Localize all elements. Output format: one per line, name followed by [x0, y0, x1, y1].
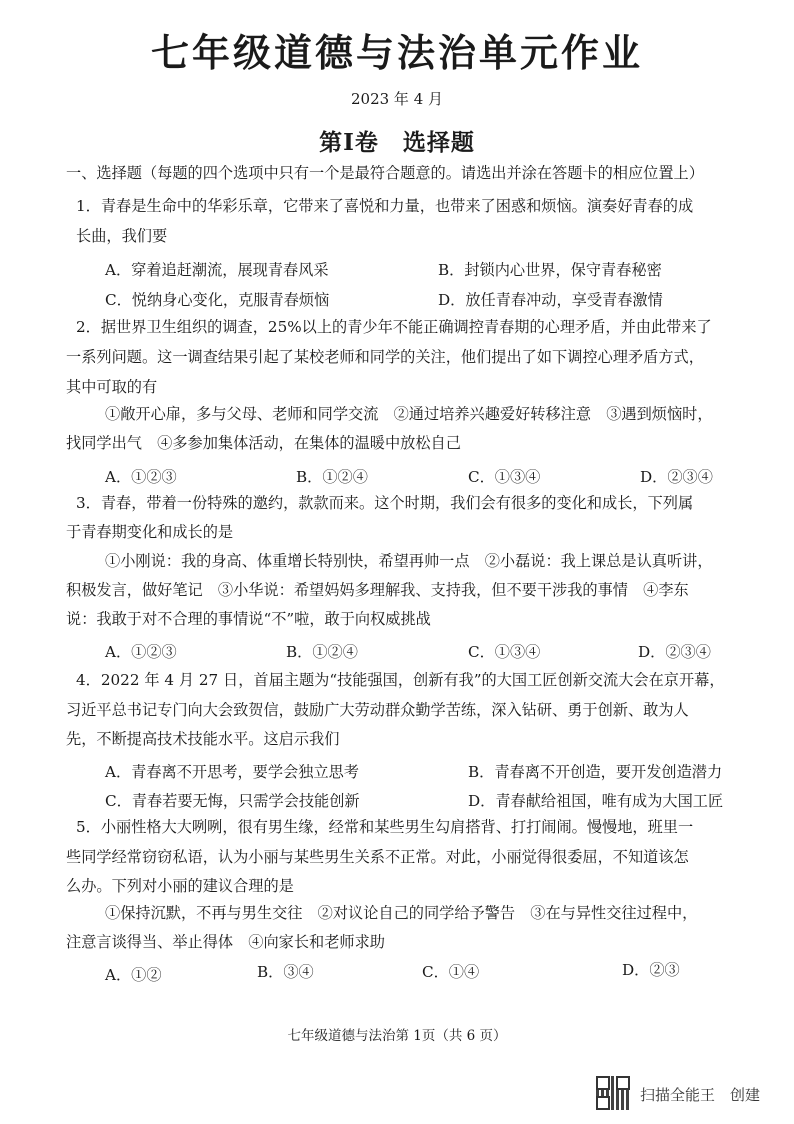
q4-stem-line-2: 习近平总书记专门向大会致贺信，鼓励广大劳动群众勤学苦练，深入钻研、勇于创新、敢为人 — [66, 701, 689, 719]
q3-stem-line-2: 于青春期变化和成长的是 — [66, 523, 234, 541]
q5-stem-line-3: 么办。下列对小丽的建议合理的是 — [66, 877, 294, 895]
q5-option-a: A．①② — [105, 966, 162, 984]
q3-items-line-1: ①小刚说：我的身高、体重增长特别快，希望再帅一点 ②小磊说：我上课总是认真听讲， — [105, 552, 713, 570]
q2-items-line-2: 找同学出气 ④多参加集体活动，在集体的温暖中放松自己 — [66, 434, 461, 452]
q3-option-b: B．①②④ — [286, 643, 358, 661]
q1-option-d: D．放任青春冲动，享受青春激情 — [438, 291, 663, 309]
q3-items-line-3: 说：我敢于对不合理的事情说“不”啦，敢于向权威挑战 — [66, 610, 431, 628]
q4-option-a: A．青春离不开思考，要学会独立思考 — [105, 763, 359, 781]
q3-option-d: D．②③④ — [638, 643, 711, 661]
q2-items-line-1: ①敞开心扉，多与父母、老师和同学交流 ②通过培养兴趣爱好转移注意 ③遇到烦恼时， — [105, 405, 713, 423]
q2-stem-line-1: 2．据世界卫生组织的调查，25%以上的青少年不能正确调控青春期的心理矛盾，并由此带来了 — [76, 318, 712, 336]
q5-option-d: D．②③ — [622, 961, 680, 979]
q1-option-b: B．封锁内心世界，保守青春秘密 — [438, 261, 662, 279]
q4-option-d: D．青春献给祖国，唯有成为大国工匠 — [468, 792, 724, 810]
q5-items-line-2: 注意言谈得当、举止得体 ④向家长和老师求助 — [66, 933, 385, 951]
q2-stem-line-3: 其中可取的有 — [66, 378, 158, 396]
q5-option-b: B．③④ — [257, 963, 314, 981]
q2-option-b: B．①②④ — [296, 468, 368, 486]
q4-stem-line-1: 4．2022 年 4 月 27 日，首届主题为“技能强国，创新有我”的大国工匠创新交流大会在京开幕， — [76, 671, 725, 689]
q4-option-b: B．青春离不开创造，要开发创造潜力 — [468, 763, 723, 781]
q4-option-c: C．青春若要无悔，只需学会技能创新 — [105, 792, 360, 810]
q5-stem-line-1: 5．小丽性格大大咧咧，很有男生缘，经常和某些男生勾肩搭背、打打闹闹。慢慢地，班里一 — [76, 818, 694, 836]
exam-date: 2023 年 4 月 — [350, 90, 444, 108]
q1-option-a: A．穿着追赶潮流，展现青春风采 — [105, 261, 329, 279]
instructions: 一、选择题（每题的四个选项中只有一个是最符合题意的。请选出并涂在答题卡的相应位置上） — [66, 164, 704, 182]
q5-option-c: C．①④ — [422, 963, 480, 981]
page-title: 七年级道德与法治单元作业 — [150, 30, 643, 75]
q2-option-c: C．①③④ — [468, 468, 541, 486]
q3-stem-line-1: 3．青春，带着一份特殊的邀约，款款而来。这个时期，我们会有很多的变化和成长，下列属 — [76, 494, 694, 512]
q4-stem-line-3: 先，不断提高技术技能水平。这启示我们 — [66, 730, 340, 748]
q3-items-line-2: 积极发言，做好笔记 ③小华说：希望妈妈多理解我、支持我，但不要干涉我的事情 ④李东 — [66, 581, 689, 599]
scanner-watermark: 扫描全能王 创建 — [640, 1086, 761, 1104]
q1-option-c: C．悦纳身心变化，克服青春烦恼 — [105, 291, 330, 309]
q2-stem-line-2: 一系列问题。这一调查结果引起了某校老师和同学的关注，他们提出了如下调控心理矛盾方式， — [66, 348, 704, 366]
section-heading: 第Ⅰ卷 选择题 — [319, 129, 475, 156]
q1-stem-line-2: 长曲，我们要 — [76, 227, 168, 245]
q5-items-line-1: ①保持沉默，不再与男生交往 ②对议论自己的同学给予警告 ③在与异性交往过程中， — [105, 904, 698, 922]
q5-stem-line-2: 些同学经常窃窃私语，认为小丽与某些男生关系不正常。对此，小丽觉得很委屈，不知道该怎 — [66, 848, 689, 866]
q1-stem-line-1: 1．青春是生命中的华彩乐章，它带来了喜悦和力量，也带来了困惑和烦恼。演奏好青春的成 — [76, 197, 694, 215]
qr-code-icon — [596, 1076, 630, 1110]
q2-option-a: A．①②③ — [105, 468, 177, 486]
q3-option-a: A．①②③ — [105, 643, 177, 661]
q2-option-d: D．②③④ — [640, 468, 713, 486]
page-footer: 七年级道德与法治第 1页（共 6 页） — [287, 1028, 507, 1044]
q3-option-c: C．①③④ — [468, 643, 541, 661]
